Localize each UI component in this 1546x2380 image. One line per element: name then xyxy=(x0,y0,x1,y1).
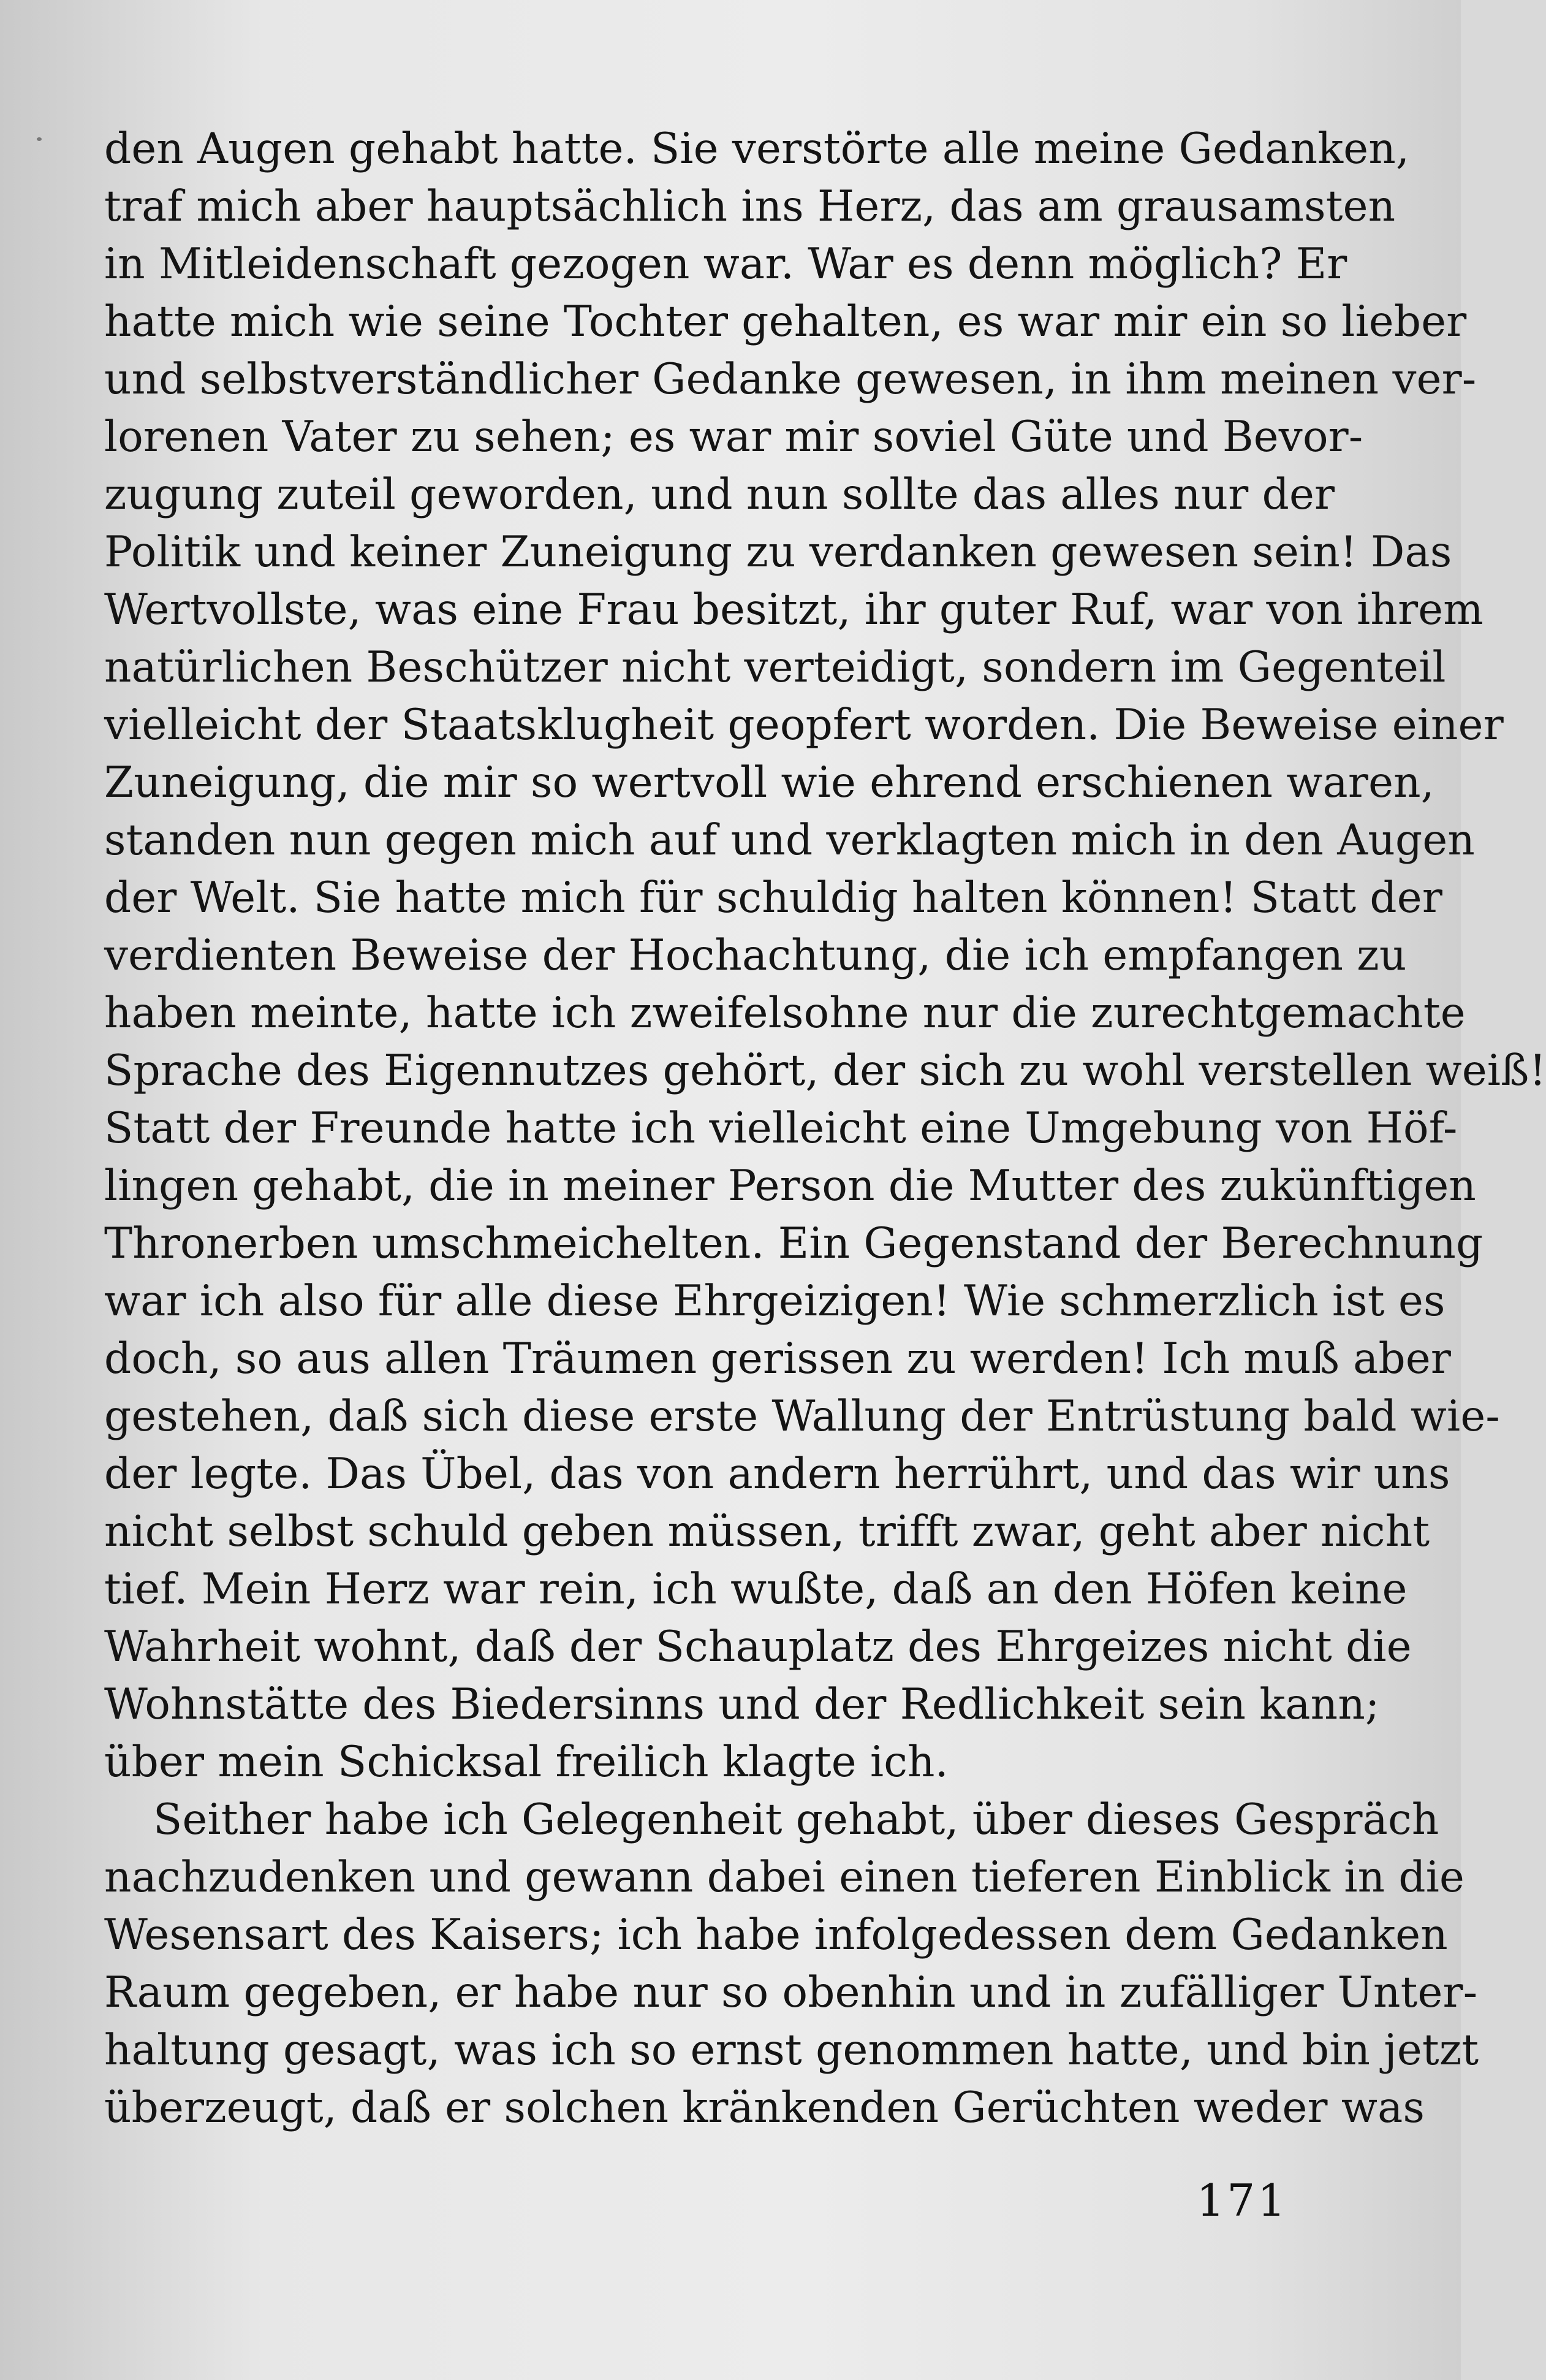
text-line: der Welt. Sie hatte mich für schuldig halten können! Statt der xyxy=(104,873,1443,922)
text-line: Thronerben umschmeichelten. Ein Gegenstand der Berechnung xyxy=(104,1219,1483,1268)
text-line: Statt der Freunde hatte ich vielleicht eine Umgebung von Höf- xyxy=(104,1104,1458,1153)
text-line: lorenen Vater zu sehen; es war mir soviel Güte und Bevor- xyxy=(104,413,1363,462)
text-line: der legte. Das Übel, das von andern herrührt, und das wir uns xyxy=(104,1450,1450,1499)
text-line: Zuneigung, die mir so wertvoll wie ehrend erschienen waren, xyxy=(104,758,1434,807)
text-line: den Augen gehabt hatte. Sie verstörte alle meine Gedanken, xyxy=(104,124,1410,173)
text-line: überzeugt, daß er solchen kränkenden Gerüchten weder was xyxy=(104,2083,1425,2132)
text-line: war ich also für alle diese Ehrgeizigen! Wie schmerzlich ist es xyxy=(104,1277,1446,1326)
text-line: Wesensart des Kaisers; ich habe infolgedessen dem Gedanken xyxy=(104,1910,1448,1960)
page-number: 171 xyxy=(1196,2175,1288,2226)
text-line: Politik und keiner Zuneigung zu verdanken gewesen sein! Das xyxy=(104,528,1452,577)
text-line: vielleicht der Staatsklugheit geopfert worden. Die Beweise einer xyxy=(104,701,1504,750)
text-line: natürlichen Beschützer nicht verteidigt, sondern im Gegenteil xyxy=(104,643,1446,692)
text-line: Raum gegeben, er habe nur so obenhin und in zufälliger Unter- xyxy=(104,1968,1478,2017)
text-line: verdienten Beweise der Hochachtung, die ich empfangen zu xyxy=(104,931,1407,980)
paragraph-start-line: Seither habe ich Gelegenheit gehabt, über dieses Gespräch xyxy=(153,1795,1439,1844)
text-line: haltung gesagt, was ich so ernst genommen hatte, und bin jetzt xyxy=(104,2026,1479,2075)
text-line: nachzudenken und gewann dabei einen tieferen Einblick in die xyxy=(104,1853,1465,1902)
text-line: zugung zuteil geworden, und nun sollte das alles nur der xyxy=(104,470,1335,519)
body-text xyxy=(104,120,1546,2137)
paper-speck xyxy=(37,137,42,141)
text-line: Sprache des Eigennutzes gehört, der sich zu wohl verstellen weiß! xyxy=(104,1046,1546,1095)
text-line: traf mich aber hauptsächlich ins Herz, das am grausamsten xyxy=(104,182,1396,231)
text-line: hatte mich wie seine Tochter gehalten, es war mir ein so lieber xyxy=(104,297,1467,346)
text-line: doch, so aus allen Träumen gerissen zu werden! Ich muß aber xyxy=(104,1334,1452,1383)
text-line: lingen gehabt, die in meiner Person die Mutter des zukünftigen xyxy=(104,1161,1477,1211)
text-line: gestehen, daß sich diese erste Wallung der Entrüstung bald wie- xyxy=(104,1392,1500,1441)
paragraph-end-line: über mein Schicksal freilich klagte ich. xyxy=(104,1738,949,1787)
text-line: haben meinte, hatte ich zweifelsohne nur die zurechtgemachte xyxy=(104,989,1466,1038)
text-line: und selbstverständlicher Gedanke gewesen, in ihm meinen ver- xyxy=(104,355,1477,404)
text-line: nicht selbst schuld geben müssen, trifft zwar, geht aber nicht xyxy=(104,1507,1430,1556)
text-line: tief. Mein Herz war rein, ich wußte, daß an den Höfen keine xyxy=(104,1565,1408,1614)
text-line: Wahrheit wohnt, daß der Schauplatz des Ehrgeizes nicht die xyxy=(104,1622,1412,1671)
text-line: in Mitleidenschaft gezogen war. War es denn möglich? Er xyxy=(104,240,1347,289)
text-line: Wohnstätte des Biedersinns und der Redlichkeit sein kann; xyxy=(104,1680,1380,1729)
text-line: Wertvollste, was eine Frau besitzt, ihr guter Ruf, war von ihrem xyxy=(104,585,1483,634)
text-line: standen nun gegen mich auf und verklagten mich in den Augen xyxy=(104,816,1476,865)
